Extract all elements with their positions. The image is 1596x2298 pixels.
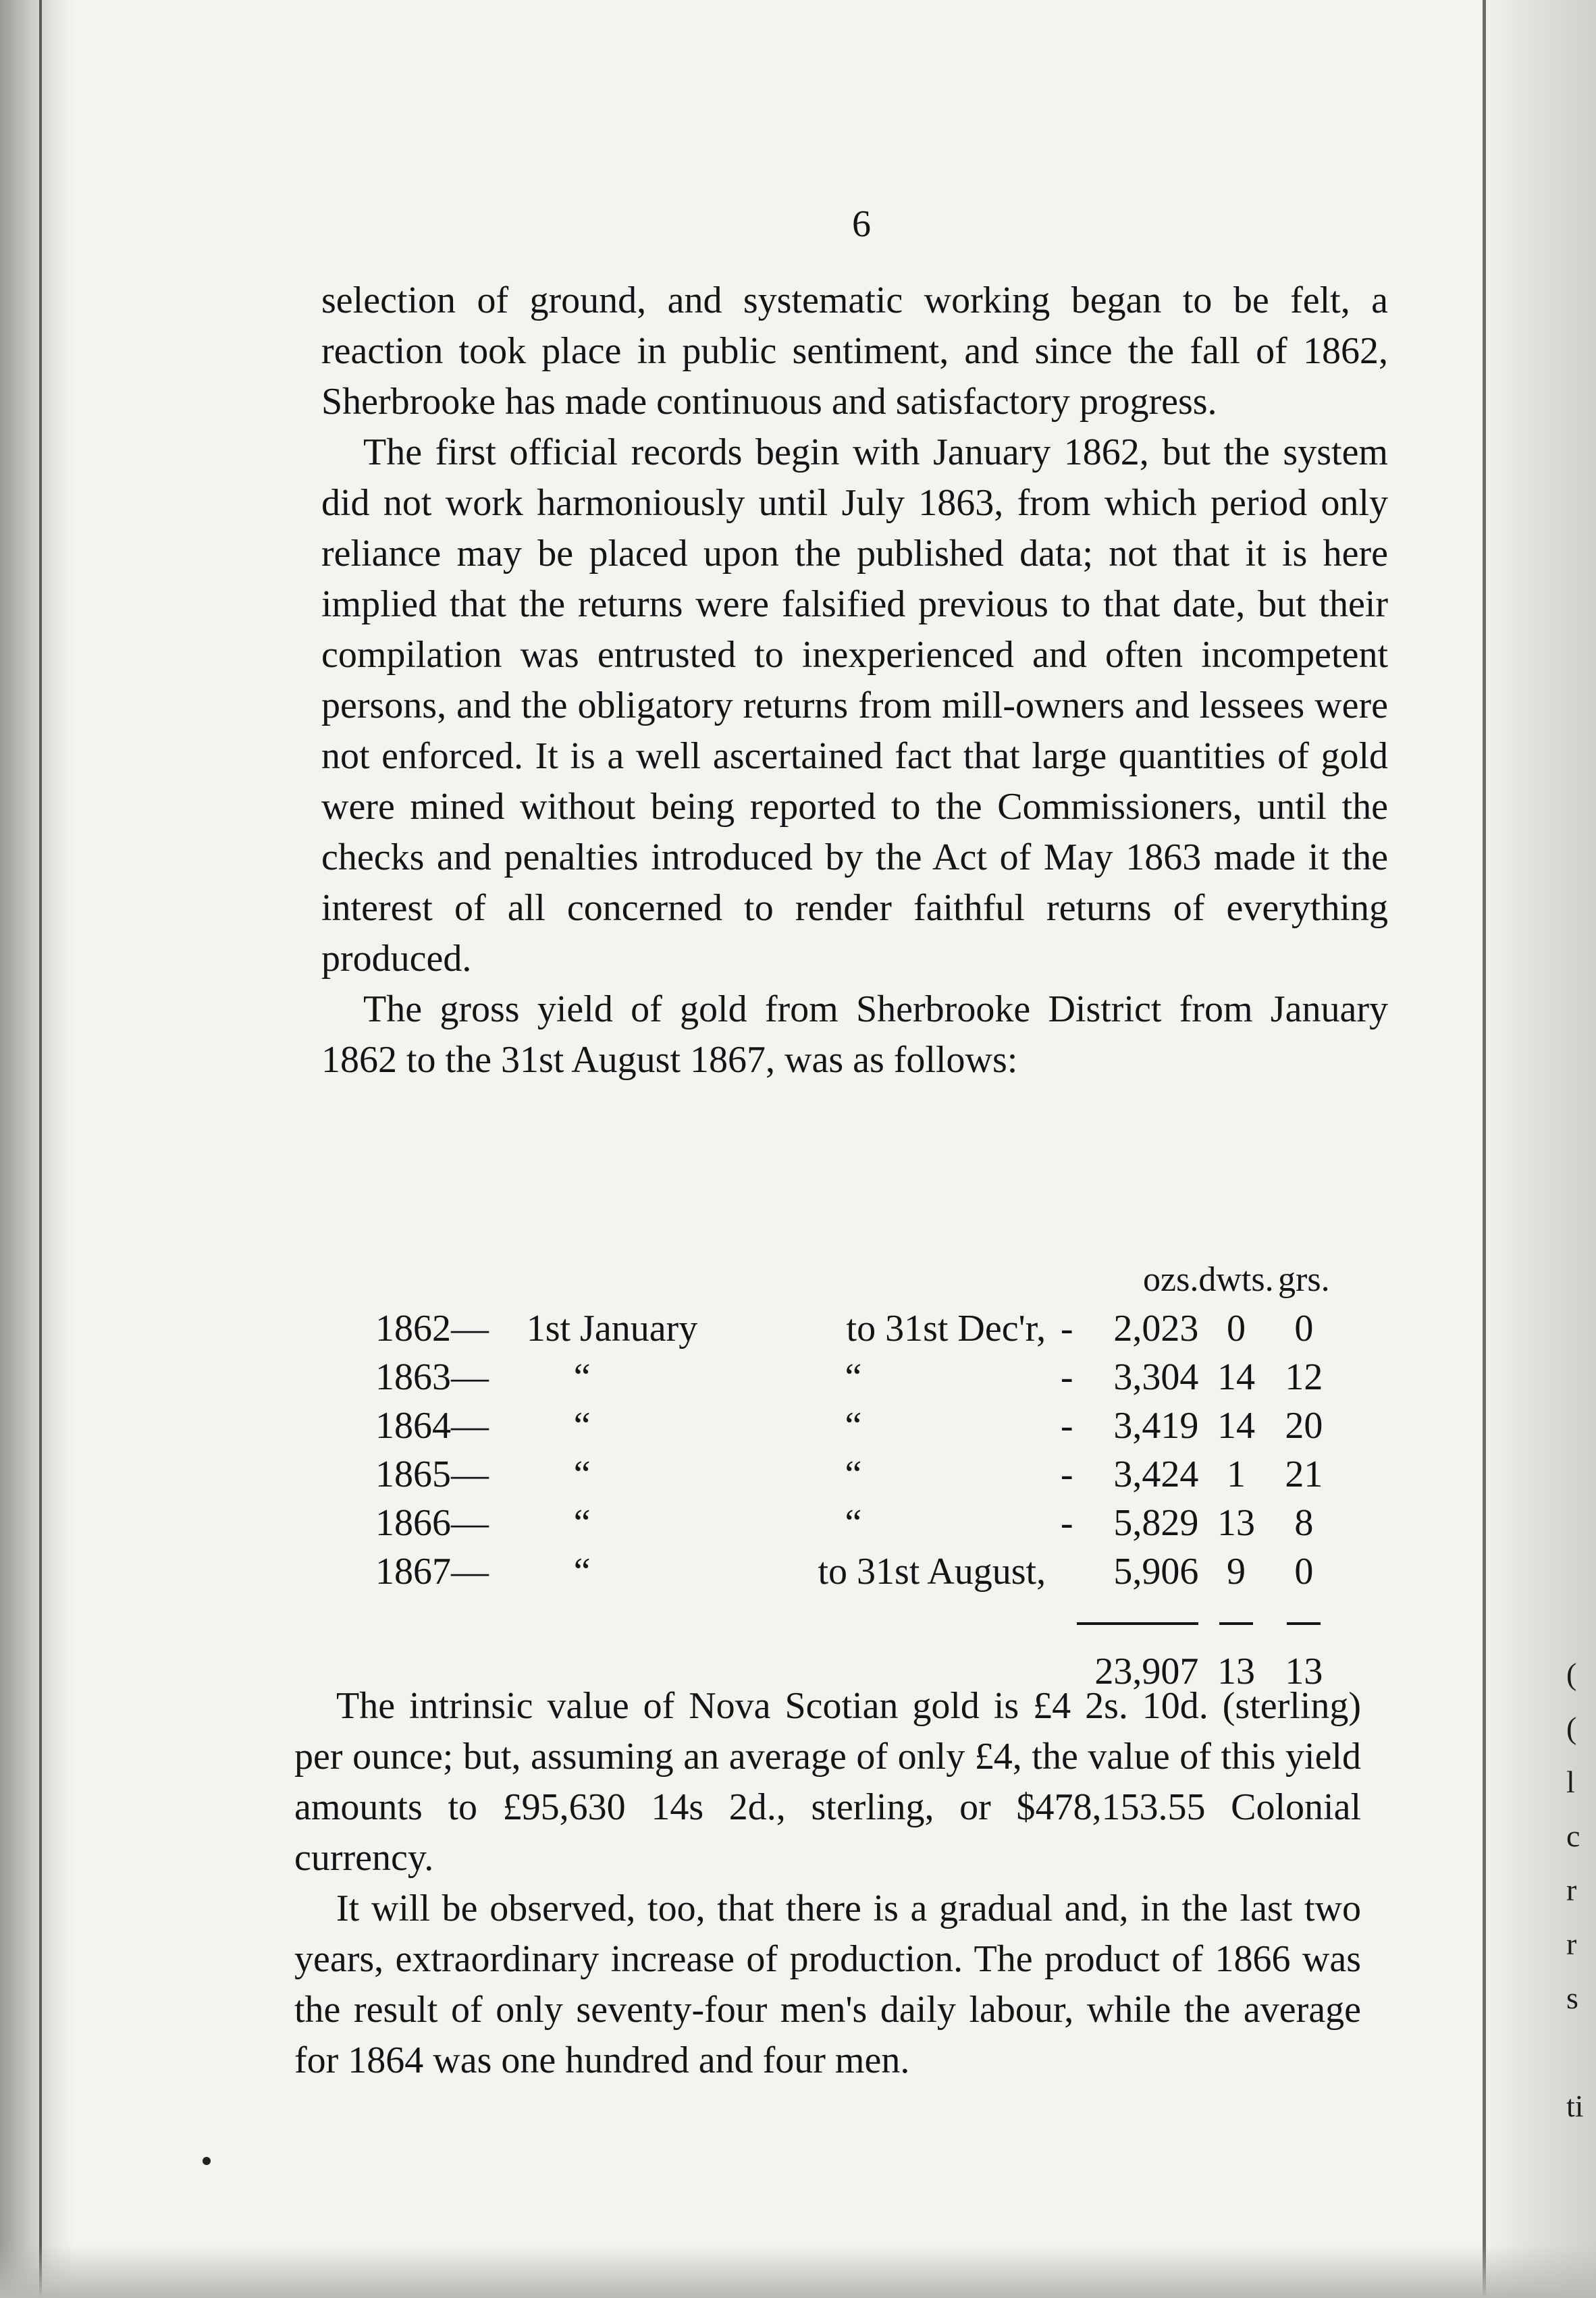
row-dash: - — [1060, 1502, 1073, 1544]
margin-fragment: s — [1566, 1981, 1578, 2015]
row-to: to 31st August, — [818, 1551, 1046, 1593]
row-ozs: 3,419 — [1113, 1405, 1199, 1447]
row-dwts: 9 — [1227, 1551, 1246, 1593]
table-row — [375, 1450, 1334, 1499]
paragraph: The first official records begin with January 1862, but the system did not work harmoniously until July 1863, from which period only reliance may be placed upon the published data; not that it is here implied that the returns were falsified previous to that date, but their compilation was entrusted to inexperienced and often incompetent persons, and the obligatory returns from mill-owners and lessees were not enforced. It is a well ascertained fact that large quantities of gold were mined without being reported to the Commissioners, until the checks and penalties introduced by the Act of May 1863 made it the interest of all concerned to render faithful returns of everything produced. — [321, 431, 1388, 980]
row-to: “ — [845, 1405, 862, 1447]
body-text-before-table — [321, 275, 1388, 1086]
row-from: “ — [573, 1405, 591, 1447]
margin-fragment: ( — [1566, 1711, 1577, 1745]
row-from: “ — [573, 1453, 591, 1495]
row-to: to 31st Dec'r, — [846, 1308, 1046, 1350]
sum-rule — [1287, 1622, 1321, 1625]
row-to: “ — [845, 1502, 862, 1544]
table-row — [375, 1353, 1334, 1401]
sum-rule — [1219, 1622, 1253, 1625]
row-dash: - — [1060, 1308, 1073, 1350]
row-dash: - — [1060, 1356, 1073, 1398]
row-ozs: 5,906 — [1113, 1551, 1199, 1593]
header-dwts: dwts. — [1198, 1260, 1274, 1299]
table-row — [375, 1547, 1334, 1596]
row-dwts: 14 — [1217, 1356, 1255, 1398]
total-ozs: 23,907 — [1094, 1651, 1199, 1692]
row-dash: - — [1060, 1453, 1073, 1495]
row-dwts: 14 — [1217, 1405, 1255, 1447]
total-grs: 13 — [1285, 1651, 1323, 1692]
row-grs: 8 — [1294, 1502, 1314, 1544]
row-dwts: 13 — [1217, 1502, 1255, 1544]
row-ozs: 3,304 — [1113, 1356, 1199, 1398]
margin-fragment: r — [1566, 1873, 1577, 1907]
row-dwts: 1 — [1227, 1453, 1246, 1495]
paragraph: The intrinsic value of Nova Scotian gold is £4 2s. 10d. (sterling) per ounce; but, assuming an average of only £4, the value of this yield amounts to £95,630 14s 2d., sterling, or $478,153.55 Colonial currency. — [294, 1685, 1361, 1879]
row-from: “ — [573, 1551, 591, 1593]
body-text-after-table — [294, 1681, 1361, 2086]
row-from: 1st January — [526, 1308, 698, 1350]
row-to: “ — [845, 1453, 862, 1495]
row-grs: 12 — [1285, 1356, 1323, 1398]
row-year: 1862— — [375, 1308, 489, 1350]
row-dwts: 0 — [1227, 1308, 1246, 1350]
row-ozs: 5,829 — [1113, 1502, 1199, 1544]
row-grs: 20 — [1285, 1405, 1323, 1447]
table-row — [375, 1401, 1334, 1450]
margin-fragment: l — [1566, 1765, 1575, 1799]
header-grs: grs. — [1278, 1260, 1330, 1299]
ink-speck — [203, 2157, 211, 2165]
margin-fragment: ( — [1566, 1657, 1577, 1691]
header-ozs: ozs. — [1143, 1260, 1199, 1299]
total-dwts: 13 — [1217, 1651, 1255, 1692]
margin-fragment: ti — [1566, 2089, 1584, 2123]
row-grs: 0 — [1294, 1308, 1314, 1350]
left-binding-line — [39, 0, 42, 2298]
row-ozs: 2,023 — [1113, 1308, 1199, 1350]
row-ozs: 3,424 — [1113, 1453, 1199, 1495]
table-row — [375, 1499, 1334, 1547]
row-grs: 21 — [1285, 1453, 1323, 1495]
row-from: “ — [573, 1356, 591, 1398]
row-dash — [1057, 1547, 1077, 1596]
table-row — [375, 1304, 1334, 1353]
page-number: 6 — [852, 203, 872, 245]
row-to: “ — [845, 1356, 862, 1398]
paragraph: The gross yield of gold from Sherbrooke District from January 1862 to the 31st August 1867, was as follows: — [321, 988, 1388, 1081]
right-binding-line — [1483, 0, 1486, 2298]
margin-fragment — [1566, 2025, 1596, 2079]
margin-fragment: c — [1566, 1819, 1580, 1853]
sum-rule — [1077, 1622, 1198, 1625]
row-grs: 0 — [1294, 1551, 1314, 1593]
paragraph: selection of ground, and systematic working began to be felt, a reaction took place in public sentiment, and since the fall of 1862, Sherbrooke has made continuous and satisfactory progress. — [321, 279, 1388, 423]
gold-yield-table — [375, 1256, 1334, 1696]
margin-fragment: r — [1566, 1927, 1577, 1961]
left-page-edge — [0, 0, 74, 2298]
row-year: 1865— — [375, 1453, 489, 1495]
row-year: 1867— — [375, 1551, 489, 1593]
sum-rule-row — [375, 1596, 1334, 1645]
row-year: 1866— — [375, 1502, 489, 1544]
row-year: 1863— — [375, 1356, 489, 1398]
facing-page-fragments — [1566, 1647, 1596, 2133]
table-header-row — [375, 1256, 1334, 1304]
row-from: “ — [573, 1502, 591, 1544]
row-dash: - — [1060, 1405, 1073, 1447]
paragraph: It will be observed, too, that there is a gradual and, in the last two years, extraordinary increase of production. The product of 1866 was the result of only seventy-four men's daily labour, while the average for 1864 was one hundred and four men. — [294, 1888, 1361, 2081]
bottom-page-shadow — [0, 2244, 1596, 2298]
row-year: 1864— — [375, 1405, 489, 1447]
